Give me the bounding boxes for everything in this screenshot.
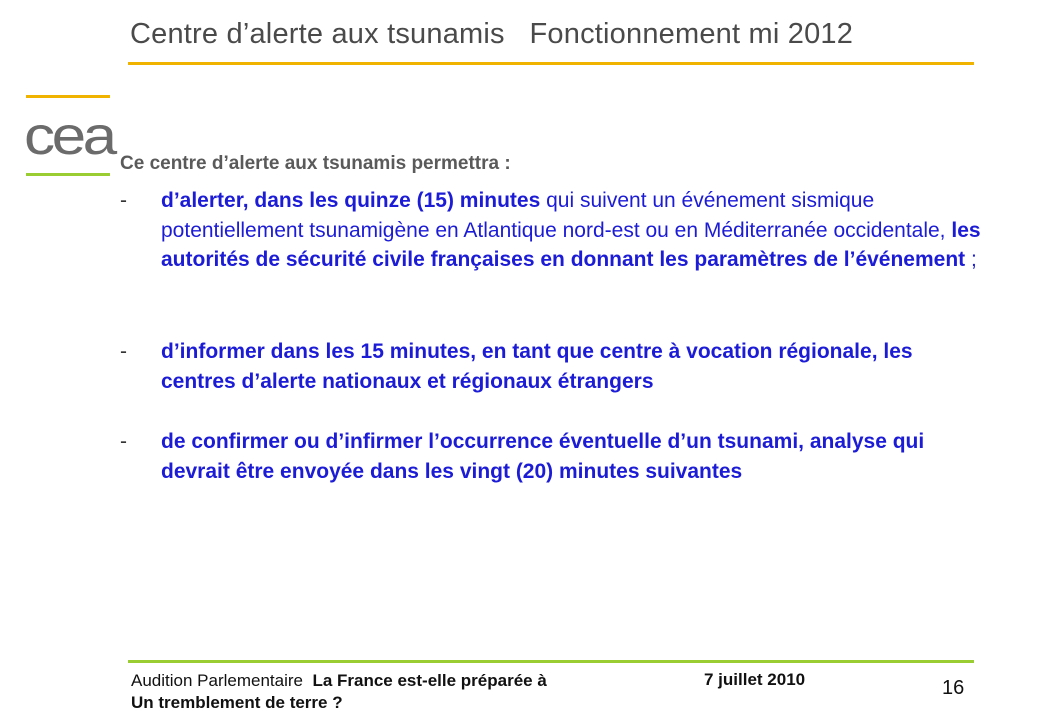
title-underline [128, 62, 974, 65]
bullet-text [161, 186, 991, 275]
footer-line-1 [131, 670, 547, 692]
footer-label: Audition Parlementaire [131, 671, 303, 690]
page-number: 16 [942, 677, 965, 699]
bullet-text-part: les autorités de sécurité civile françaises en donnant les paramètres de l’événement [161, 218, 981, 271]
footer-caption [131, 670, 547, 714]
bullet-item-3 [120, 427, 991, 486]
bullet-dash: - [120, 340, 127, 363]
slide-title: Centre d’alerte aux tsunamis Fonctionnement mi 2012 [130, 18, 854, 50]
bullet-text-part: d’informer dans les 15 minutes, en tant que centre à vocation régionale, les centres d’alerte nationaux et régionaux étrangers [161, 340, 913, 393]
bullet-text-part: de confirmer ou d’infirmer l’occurrence éventuelle d’un tsunami, analyse qui devrait être envoyée dans les vingt (20) minutes suivantes [161, 430, 925, 483]
logo-yellow-bar [26, 95, 110, 98]
bullet-text-part: ; [965, 248, 977, 271]
bullet-text [161, 337, 991, 396]
bullet-text [161, 427, 991, 486]
footer-date: 7 juillet 2010 [704, 670, 806, 689]
bullet-item-2 [120, 337, 991, 396]
bullet-text-part: d’alerter, dans les quinze (15) minutes [161, 189, 541, 212]
bullet-text-part: qui suivent un événement sismique potentiellement tsunamigène en Atlantique nord-est ou en Méditerranée occidentale, [161, 189, 952, 242]
cea-logo [24, 95, 116, 177]
bullet-item-1 [120, 186, 991, 275]
footer-subject-2: Un tremblement de terre ? [131, 693, 343, 712]
bullet-dash: - [120, 430, 127, 453]
bullet-dash: - [120, 189, 127, 212]
footer-rule [128, 660, 974, 663]
logo-text: cea [24, 106, 114, 166]
footer-subject-1: La France est-elle préparée à [312, 671, 547, 690]
intro-text: Ce centre d’alerte aux tsunamis permettra : [120, 153, 511, 174]
logo-green-bar [26, 173, 110, 176]
